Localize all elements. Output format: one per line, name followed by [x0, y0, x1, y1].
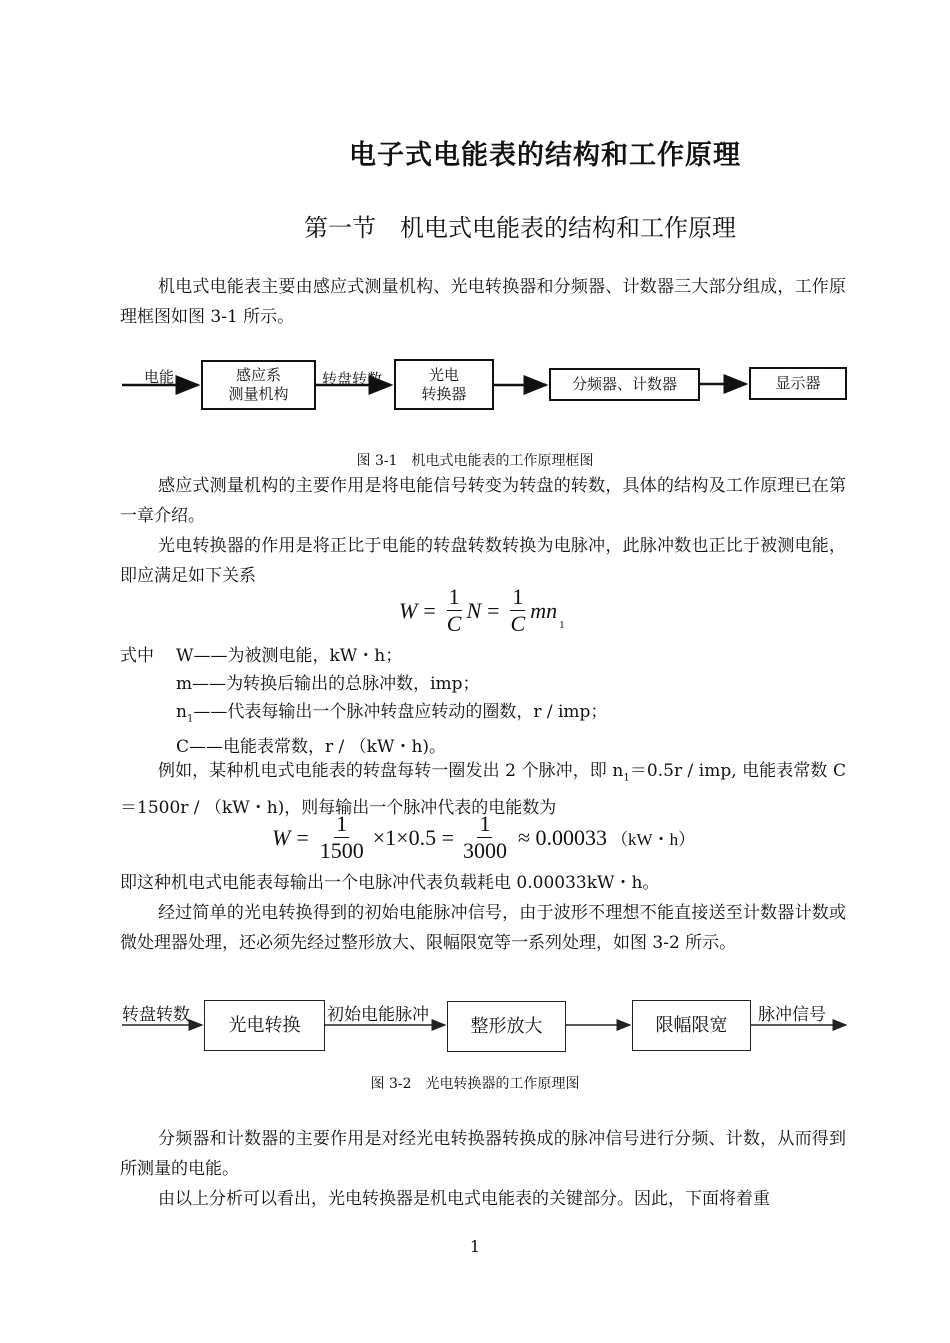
eq1-equals: = — [423, 597, 436, 623]
eq1-equals-2: = — [487, 597, 500, 623]
fig1-box1-line2: 测量机构 — [228, 385, 289, 403]
fig1-box-display: 显示器 — [749, 367, 847, 400]
paragraph-5: 即这种机电式电能表每输出一个电脉冲代表负载耗电 0.00033kW・h。 — [120, 873, 660, 893]
equation-2 — [272, 811, 695, 864]
figure-3-2 — [0, 995, 950, 1057]
eq1-mid: N — [466, 597, 482, 623]
fig1-box1-line1: 感应系 — [235, 366, 281, 384]
def-n1-text: ——代表每输出一个脉冲转盘应转动的圈数，r / imp； — [193, 702, 608, 722]
eq1-fraction-1 — [445, 584, 464, 637]
fig2-box-limiting: 限幅限宽 — [632, 1000, 751, 1051]
eq2-fraction-1 — [318, 811, 366, 864]
eq1-num1: 1 — [448, 584, 460, 609]
eq1-lhs: W — [399, 597, 418, 623]
paragraph-7: 分频器和计数器的主要作用是对经光电转换器转换成的脉冲信号进行分频、计数，从而得到所测量的电能。 — [120, 1129, 846, 1179]
figure-3-1 — [0, 350, 950, 420]
section-heading: 第一节 机电式电能表的结构和工作原理 — [304, 214, 736, 242]
eq2-den2: 3000 — [462, 838, 507, 863]
def-n1-symbol: n — [176, 702, 187, 722]
page-number: 1 — [469, 1237, 481, 1256]
eq2-equals: = — [296, 824, 309, 850]
figure-3-2-caption: 图 3-2 光电转换器的工作原理图 — [370, 1076, 580, 1092]
paragraph-2: 感应式测量机构的主要作用是将电能信号转变为转盘的转数，具体的结构及工作原理已在第一章介绍。 — [120, 476, 846, 526]
defs-lead: 式中 — [120, 646, 154, 666]
fig1-link-label: 转盘转数 — [322, 370, 383, 388]
eq1-den2: C — [510, 611, 526, 636]
paragraph-8: 由以上分析可以看出，光电转换器是机电式电能表的关键部分。因此，下面将着重 — [158, 1189, 770, 1209]
fig1-input-label: 电能 — [144, 368, 175, 386]
def-c: C——电能表常数，r / （kW・h)。 — [176, 737, 447, 758]
para4-text-b: ＝0.5r / imp, 电能表常数 C＝1500r / （kW・h)，则每输出一个脉冲代表的电能数为 — [120, 761, 847, 819]
def-n1-sub: 1 — [186, 713, 194, 725]
def-w: W——为被测电能，kW・h； — [176, 646, 403, 666]
para4-sub: 1 — [623, 772, 630, 784]
def-n1 — [120, 698, 607, 733]
eq2-rhs: ≈ 0.00033 — [517, 824, 608, 850]
eq1-rhs: mn — [530, 597, 558, 623]
paragraph-6: 经过简单的光电转换得到的初始电能脉冲信号，由于波形不理想不能直接送至计数器计数或微处理器处理，还必须先经过整形放大、限幅限宽等一系列处理，如图 3-2 所示。 — [120, 903, 846, 953]
eq1-den1: C — [446, 611, 462, 636]
equation-1 — [399, 584, 565, 637]
figure-3-1-caption: 图 3-1 机电式电能表的工作原理框图 — [356, 453, 594, 469]
fig2-box-shaping: 整形放大 — [447, 1001, 566, 1052]
fig1-box-measuring — [201, 360, 316, 410]
eq2-num2: 1 — [479, 811, 491, 836]
eq2-lhs: W — [272, 824, 291, 850]
eq2-den1: 1500 — [319, 838, 364, 863]
eq1-num2: 1 — [512, 584, 524, 609]
definitions — [120, 642, 607, 761]
fig2-output-label: 脉冲信号 — [758, 1005, 826, 1025]
paragraph-1: 机电式电能表主要由感应式测量机构、光电转换器和分频器、计数器三大部分组成，工作原理框图如图 3-1 所示。 — [120, 277, 846, 327]
page-title: 电子式电能表的结构和工作原理 — [349, 140, 741, 171]
eq2-fraction-2 — [461, 811, 509, 864]
fig1-box-converter — [394, 359, 494, 410]
para4-n: n — [612, 761, 624, 781]
para4-text-a: 例如，某种机电式电能表的转盘每转一圈发出 2 个脉冲，即 — [158, 761, 607, 781]
eq1-subscript: 1 — [559, 618, 565, 631]
fig1-box2-line1: 光电 — [428, 365, 459, 384]
fig2-box-photoelectric: 光电转换 — [204, 1000, 325, 1051]
fig1-box-divider-counter: 分频器、计数器 — [549, 368, 700, 401]
eq2-unit: （kW・h） — [611, 830, 696, 849]
fig2-input-label: 转盘转数 — [122, 1005, 190, 1025]
paragraph-3: 光电转换器的作用是将正比于电能的转盘转数转换为电脉冲，此脉冲数也正比于被测电能，即应满足如下关系 — [120, 536, 846, 586]
eq2-mid: ×1×0.5 = — [372, 824, 454, 850]
fig1-box2-line2: 转换器 — [421, 384, 467, 403]
eq1-fraction-2 — [509, 584, 528, 637]
eq2-num1: 1 — [336, 811, 348, 836]
fig2-link-label: 初始电能脉冲 — [327, 1005, 429, 1025]
def-m: m——为转换后输出的总脉冲数，imp； — [176, 674, 480, 694]
